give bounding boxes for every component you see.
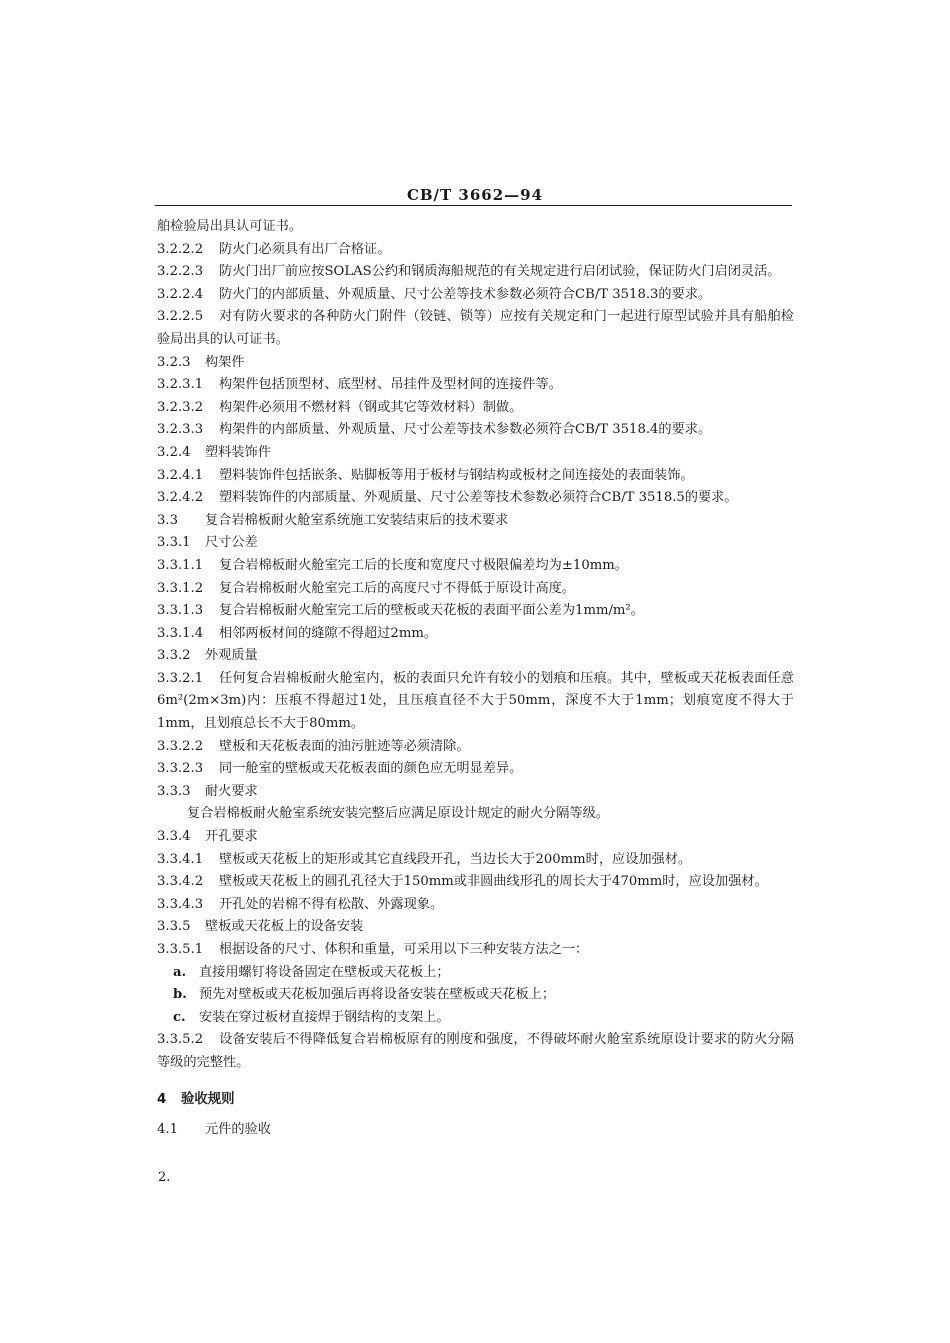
clause-number: 3.2.2.4 bbox=[157, 286, 204, 302]
clause-paragraph bbox=[157, 442, 794, 465]
section-title: 验收规则 bbox=[181, 1091, 235, 1107]
clause-text: 同一舱室的壁板或天花板表面的颜色应无明显差异。 bbox=[219, 761, 523, 777]
clause-text: 安装在穿过板材直接焊于钢结构的支架上。 bbox=[199, 1009, 450, 1025]
clause-number: 3.3.2.3 bbox=[157, 761, 204, 777]
list-item bbox=[157, 984, 794, 1007]
clause-text: 壁板或天花板上的矩形或其它直线段开孔，当边长大于200mm时，应设加强材。 bbox=[219, 851, 692, 867]
clause-paragraph bbox=[157, 352, 794, 375]
clause-paragraph bbox=[157, 555, 794, 578]
clause-number: 3.3.4.1 bbox=[157, 851, 204, 867]
clause-paragraph bbox=[157, 284, 794, 307]
clause-text: 复合岩棉板耐火舱室系统安装完整后应满足原设计规定的耐火分隔等级。 bbox=[187, 806, 609, 822]
clause-text: 开孔要求 bbox=[205, 829, 258, 845]
clause-paragraph bbox=[157, 1029, 794, 1074]
clause-number: 3.2.3.1 bbox=[157, 377, 204, 393]
clause-paragraph bbox=[157, 736, 794, 759]
clause-number: 3.3.1.4 bbox=[157, 625, 204, 641]
clause-text: 复合岩棉板耐火舱室完工后的长度和宽度尺寸极限偏差均为±10mm。 bbox=[219, 557, 628, 573]
clause-number: 3.2.4.1 bbox=[157, 467, 204, 483]
clause-paragraph bbox=[157, 419, 794, 442]
paragraph-list bbox=[157, 216, 794, 1075]
clause-paragraph bbox=[157, 600, 794, 623]
clause-paragraph bbox=[157, 261, 794, 284]
clause-paragraph bbox=[157, 781, 794, 804]
clause-text: 对有防火要求的各种防火门附件（铰链、锁等）应按有关规定和门一起进行原型试验并具有船舶检验局出具的认可证书。 bbox=[157, 309, 794, 347]
clause-paragraph bbox=[157, 239, 794, 262]
clause-text: 外观质量 bbox=[205, 648, 258, 664]
clause-paragraph bbox=[157, 397, 794, 420]
clause-number: 3.3.5.1 bbox=[157, 942, 204, 957]
clause-text: 根据设备的尺寸、体积和重量，可采用以下三种安装方法之一： bbox=[219, 942, 589, 957]
clause-number: 3.3.3 bbox=[157, 783, 191, 799]
clause-text: 舶检验局出具认可证书。 bbox=[157, 219, 303, 234]
list-marker: b. bbox=[173, 987, 187, 1003]
clause-text: 塑料装饰件 bbox=[205, 444, 271, 460]
clause-text: 尺寸公差 bbox=[205, 535, 258, 551]
clause-number: 3.3.2.2 bbox=[157, 738, 204, 754]
document-body bbox=[157, 216, 794, 1142]
clause-number: 3.2.2.3 bbox=[157, 264, 204, 280]
clause-text: 设备安装后不得降低复合岩棉板原有的刚度和强度，不得破坏耐火舱室系统原设计要求的防火分隔等级的完整性。 bbox=[157, 1032, 794, 1070]
clause-text: 构架件的内部质量、外观质量、尺寸公差等技术参数必须符合CB/T 3518.4的要求。 bbox=[219, 422, 712, 438]
clause-number: 3.2.3.3 bbox=[157, 422, 204, 438]
clause-paragraph bbox=[157, 645, 794, 668]
clause-text: 任何复合岩棉板耐火舱室内，板的表面只允许有较小的划痕和压痕。其中，壁板或天花板表面任意6m²(2m×3m)内：压痕不得超过1处，且压痕直径不大于50mm，深度不大于1mm；划痕宽度不得大于1mm，且划痕总长不大于80mm。 bbox=[157, 670, 794, 732]
clause-paragraph bbox=[157, 894, 794, 917]
clause-text: 壁板和天花板表面的油污脏迹等必须清除。 bbox=[219, 738, 470, 754]
clause-number: 3.2.4.2 bbox=[157, 490, 204, 506]
clause-text: 预先对壁板或天花板加强后再将设备安装在壁板或天花板上； bbox=[199, 987, 556, 1003]
clause-paragraph bbox=[157, 578, 794, 601]
clause-number: 3.2.4 bbox=[157, 444, 191, 460]
clause-paragraph bbox=[157, 623, 794, 646]
clause-paragraph bbox=[157, 668, 794, 736]
clause-text: 壁板或天花板上的设备安装 bbox=[205, 919, 364, 935]
list-marker: a. bbox=[173, 964, 187, 980]
clause-number: 3.3.5 bbox=[157, 919, 191, 935]
clause-number: 3.2.3 bbox=[157, 354, 191, 370]
clause-number: 3.2.2.5 bbox=[157, 309, 204, 325]
clause-number: 3.3 bbox=[157, 512, 178, 528]
clause-text: 壁板或天花板上的圆孔孔径大于150mm或非圆曲线形孔的周长大于470mm时，应设加强材。 bbox=[219, 874, 768, 890]
clause-number: 3.3.1.3 bbox=[157, 603, 204, 619]
clause-text: 防火门出厂前应按SOLAS公约和钢质海船规范的有关规定进行启闭试验，保证防火门启闭灵活。 bbox=[219, 264, 781, 280]
clause-paragraph bbox=[157, 939, 794, 962]
section-4-1-heading bbox=[157, 1119, 794, 1142]
clause-text: 构架件必须用不燃材料（钢或其它等效材料）制做。 bbox=[219, 399, 523, 415]
clause-text: 构架件 bbox=[205, 354, 245, 370]
clause-text: 塑料装饰件的内部质量、外观质量、尺寸公差等技术参数必须符合CB/T 3518.5的要求。 bbox=[219, 490, 738, 506]
clause-text: 耐火要求 bbox=[205, 783, 258, 799]
clause-number: 3.3.1.1 bbox=[157, 557, 204, 573]
section-number: 4.1 bbox=[157, 1122, 178, 1138]
clause-text: 复合岩棉板耐火舱室完工后的高度尺寸不得低于原设计高度。 bbox=[219, 580, 576, 596]
clause-number: 3.2.2.2 bbox=[157, 241, 204, 257]
clause-paragraph bbox=[157, 826, 794, 849]
page-number: 2. bbox=[158, 1170, 171, 1185]
clause-paragraph bbox=[157, 871, 794, 894]
clause-paragraph bbox=[157, 487, 794, 510]
clause-number: 3.3.5.2 bbox=[157, 1032, 204, 1048]
clause-text: 塑料装饰件包括嵌条、贴脚板等用于板材与钢结构或板材之间连接处的表面装饰。 bbox=[219, 467, 694, 483]
clause-text: 相邻两板材间的缝隙不得超过2mm。 bbox=[219, 625, 438, 641]
clause-paragraph bbox=[157, 758, 794, 781]
clause-number: 3.3.1.2 bbox=[157, 580, 204, 596]
clause-paragraph bbox=[157, 849, 794, 872]
section-title: 元件的验收 bbox=[205, 1122, 271, 1138]
clause-number: 3.3.4.3 bbox=[157, 896, 204, 912]
clause-paragraph bbox=[157, 510, 794, 533]
standard-code-header: CB/T 3662—94 bbox=[406, 186, 544, 204]
clause-number: 3.3.2 bbox=[157, 648, 191, 664]
clause-number: 3.3.1 bbox=[157, 535, 191, 551]
clause-text: 构架件包括顶型材、底型材、吊挂件及型材间的连接件等。 bbox=[219, 377, 562, 393]
clause-paragraph bbox=[157, 374, 794, 397]
clause-number: 3.3.2.1 bbox=[157, 670, 204, 686]
clause-paragraph bbox=[157, 306, 794, 351]
list-item bbox=[157, 962, 794, 985]
clause-text: 防火门的内部质量、外观质量、尺寸公差等技术参数必须符合CB/T 3518.3的要求。 bbox=[219, 286, 712, 302]
clause-paragraph bbox=[157, 803, 794, 826]
clause-number: 3.2.3.2 bbox=[157, 399, 204, 415]
clause-number: 3.3.4.2 bbox=[157, 874, 204, 890]
list-item bbox=[157, 1007, 794, 1030]
clause-paragraph bbox=[157, 916, 794, 939]
clause-text: 开孔处的岩棉不得有松散、外露现象。 bbox=[219, 896, 444, 912]
section-4-heading bbox=[157, 1089, 794, 1112]
clause-number: 3.3.4 bbox=[157, 829, 191, 845]
header-rule bbox=[155, 205, 792, 206]
clause-paragraph bbox=[157, 465, 794, 488]
clause-text: 直接用螺钉将设备固定在壁板或天花板上； bbox=[199, 964, 450, 980]
clause-paragraph bbox=[157, 532, 794, 555]
clause-text: 复合岩棉板耐火舱室系统施工安装结束后的技术要求 bbox=[205, 512, 509, 528]
clause-text: 防火门必须具有出厂合格证。 bbox=[219, 241, 391, 257]
clause-text: 复合岩棉板耐火舱室完工后的壁板或天花板的表面平面公差为1mm/m²。 bbox=[219, 603, 644, 619]
list-marker: c. bbox=[173, 1009, 186, 1025]
section-number: 4 bbox=[157, 1091, 167, 1107]
clause-paragraph bbox=[157, 216, 794, 239]
